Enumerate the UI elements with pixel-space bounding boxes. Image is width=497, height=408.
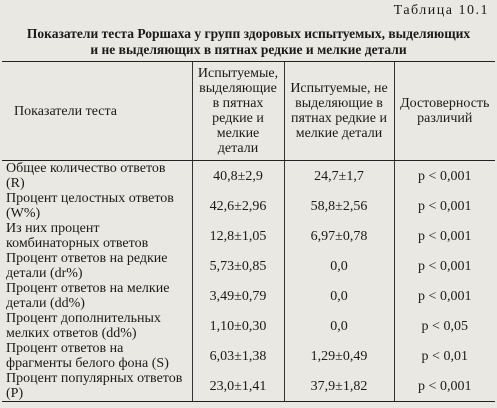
rorschach-table	[2, 61, 495, 402]
row-value-group-b: 0,0	[284, 311, 394, 341]
table-row	[2, 161, 495, 192]
row-value-group-a: 5,73±0,85	[192, 251, 284, 281]
table-row	[2, 221, 495, 251]
row-indicator-name: Процент ответов на редкие детали (dr%)	[6, 251, 168, 281]
row-indicator-name: Процент целостных ответов (W%)	[6, 191, 174, 221]
row-value-group-b: 24,7±1,7	[284, 161, 394, 192]
row-indicator-name: Процент ответов на мелкие детали (dd%)	[6, 281, 170, 311]
row-significance: p < 0,001	[394, 161, 495, 192]
table-row	[2, 311, 495, 341]
header-group-without-details: Испытуемые, не выделяющие в пятнах редкие и мелкие детали	[284, 62, 394, 161]
table-caption	[0, 26, 497, 58]
table-row	[2, 281, 495, 311]
row-value-group-b: 0,0	[284, 281, 394, 311]
table-row	[2, 371, 495, 402]
caption-line-2: и не выделяющих в пятнах редкие и мелкие детали	[90, 42, 407, 57]
row-significance: p < 0,001	[394, 191, 495, 221]
header-row	[2, 62, 495, 161]
table-number: Таблица 10.1	[393, 3, 489, 18]
row-significance: p < 0,001	[394, 371, 495, 402]
row-indicator-name: Процент дополнительных мелких ответов (dd%)	[6, 311, 161, 341]
header-significance: Достоверность различий	[394, 62, 495, 161]
row-significance: p < 0,05	[394, 311, 495, 341]
header-group-with-details: Испытуемые, выделяющие в пятнах редкие и мелкие детали	[192, 62, 284, 161]
row-value-group-b: 37,9±1,82	[284, 371, 394, 402]
row-indicator-name: Процент ответов на фрагменты белого фона (S)	[6, 341, 169, 371]
row-significance: p < 0,001	[394, 281, 495, 311]
row-significance: p < 0,01	[394, 341, 495, 371]
row-value-group-b: 6,97±0,78	[284, 221, 394, 251]
caption-line-1: Показатели теста Роршаха у групп здоровых испытуемых, выделяющих	[26, 26, 471, 41]
row-value-group-a: 1,10±0,30	[192, 311, 284, 341]
row-value-group-a: 12,8±1,05	[192, 221, 284, 251]
row-value-group-a: 23,0±1,41	[192, 371, 284, 402]
row-value-group-b: 0,0	[284, 251, 394, 281]
row-value-group-a: 42,6±2,96	[192, 191, 284, 221]
row-indicator-name: Процент популярных ответов (P)	[2, 371, 192, 402]
row-value-group-b: 58,8±2,56	[284, 191, 394, 221]
row-significance: p < 0,001	[394, 251, 495, 281]
row-value-group-a: 6,03±1,38	[192, 341, 284, 371]
row-value-group-a: 40,8±2,9	[192, 161, 284, 192]
row-significance: p < 0,001	[394, 221, 495, 251]
row-indicator-name: Общее количество ответов (R)	[6, 161, 166, 191]
header-indicators: Показатели теста	[2, 62, 192, 161]
table-row	[2, 341, 495, 371]
table-row	[2, 251, 495, 281]
table-row	[2, 191, 495, 221]
row-value-group-b: 1,29±0,49	[284, 341, 394, 371]
row-value-group-a: 3,49±0,79	[192, 281, 284, 311]
row-indicator-name: Из них процент комбинаторных ответов	[6, 221, 149, 251]
